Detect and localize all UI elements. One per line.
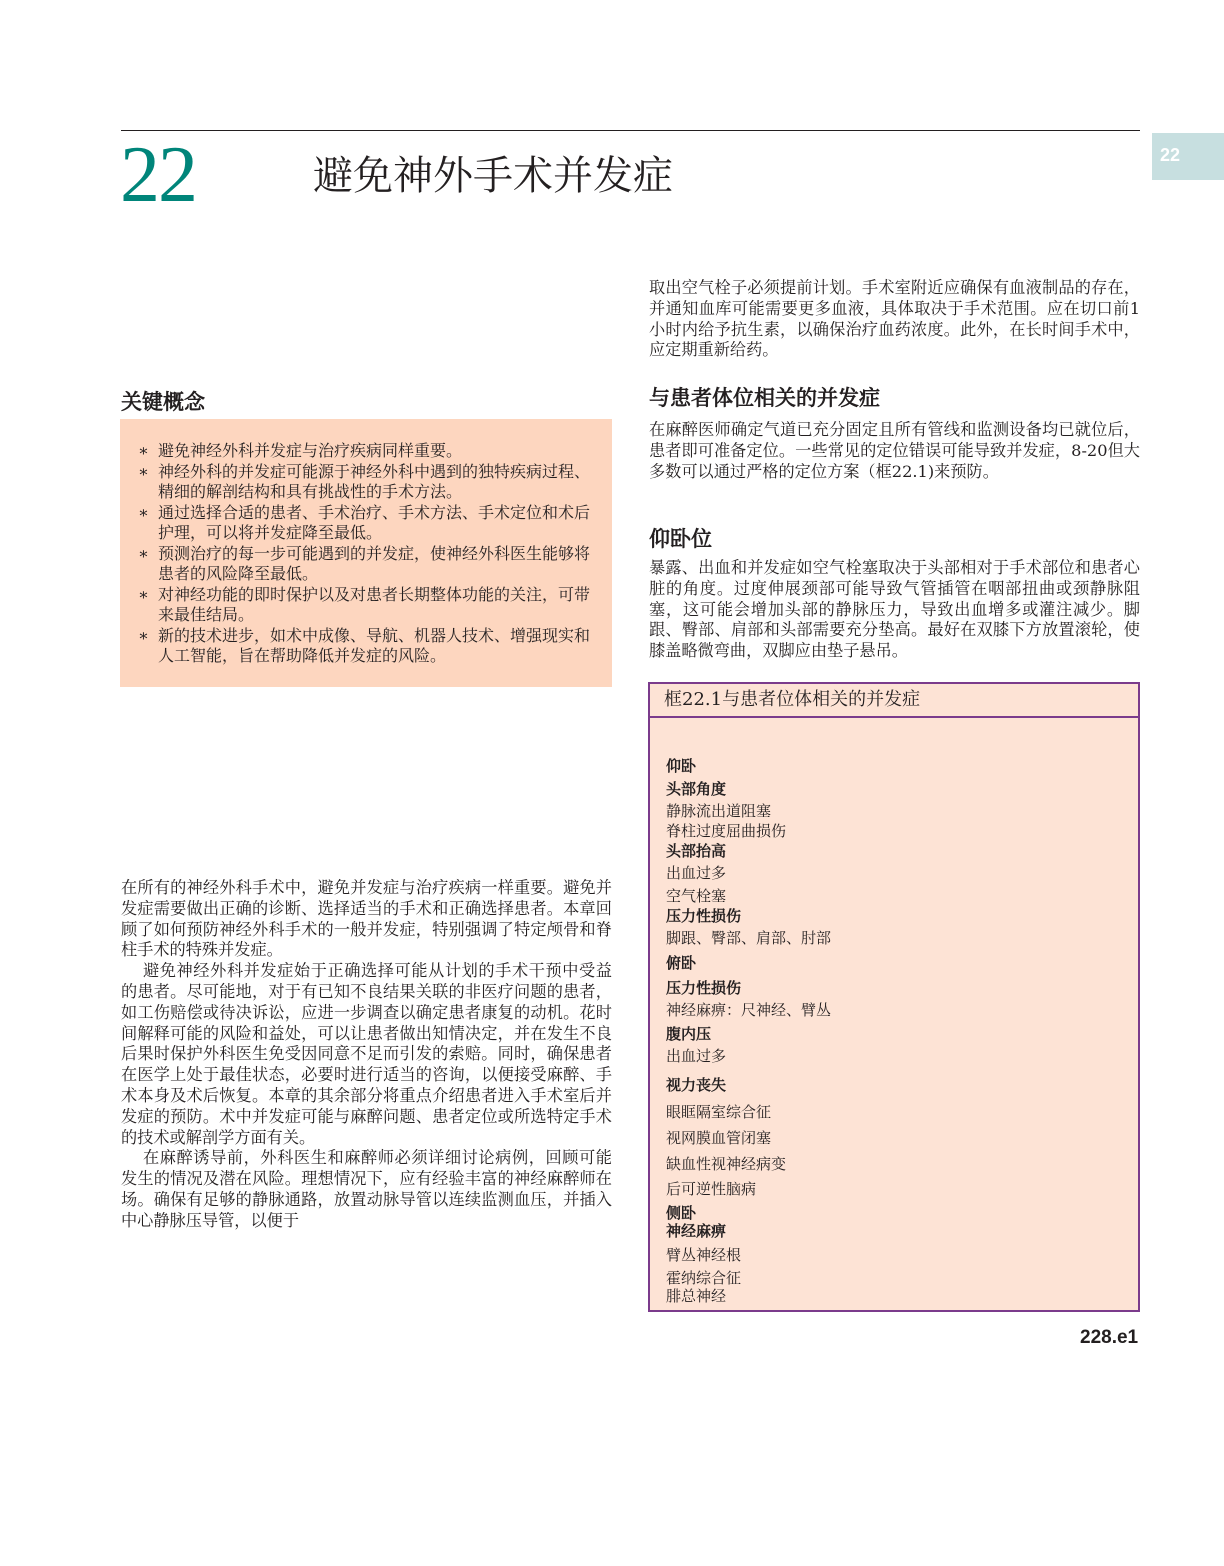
asterisk-bullet-icon: ∗	[138, 441, 149, 460]
box-line: 出血过多	[666, 864, 727, 882]
key-concept-item: ∗ 对神经功能的即时保护以及对患者长期整体功能的关注，可带来最佳结局。	[138, 584, 591, 624]
section-supine-text: 暴露、出血和并发症如空气栓塞取决于头部相对于手术部位和患者心脏的角度。过度伸展颈部可能导致气管插管在咽部扭曲或颈静脉阻塞，这可能会增加头部的静脉压力，导致出血增多或灌注减少。脚跟、臀部、肩部和头部需要充分垫高。最好在双膝下方放置滚轮，使膝盖略微弯曲，双脚应由垫子悬吊。	[649, 558, 1140, 661]
chapter-thumb-tab	[1152, 133, 1224, 180]
key-concepts-box	[120, 419, 612, 687]
asterisk-bullet-icon: ∗	[138, 625, 149, 645]
key-concept-item: ∗ 通过选择合适的患者、手术治疗、手术方法、手术定位和术后护理，可以将并发症降至最低。	[138, 502, 591, 542]
box-line: 腓总神经	[666, 1287, 727, 1305]
key-concept-item: ∗ 预测治疗的每一步可能遇到的并发症，使神经外科医生能够将患者的风险降至最低。	[138, 543, 591, 583]
box-line-heading: 仰卧	[666, 757, 697, 775]
box-line-heading: 头部抬高	[666, 842, 727, 860]
box-line: 霍纳综合征	[666, 1269, 742, 1287]
key-concepts-list	[136, 441, 604, 667]
box-line: 缺血性视神经病变	[666, 1155, 787, 1173]
chapter-title: 避免神外手术并发症	[313, 153, 673, 199]
box-line: 脊柱过度屈曲损伤	[666, 822, 787, 840]
box-title: 框22.1与患者位体相关的并发症	[664, 689, 921, 710]
section-positioning-text: 在麻醉医师确定气道已充分固定且所有管线和监测设备均已就位后，患者即可准备定位。一些常见的定位错误可能导致并发症，8-20但大多数可以通过严格的定位方案（框22.1)来预防。	[649, 420, 1140, 481]
box-line: 后可逆性脑病	[666, 1180, 757, 1198]
body-paragraph: 在麻醉诱导前，外科医生和麻醉师必须详细讨论病例，回顾可能发生的情况及潜在风险。理想情况下，应有经验丰富的神经麻醉师在场。确保有足够的静脉通路，放置动脉导管以连续监测血压，并插入中心静脉压导管，以便于	[121, 1148, 612, 1230]
box-line: 静脉流出道阻塞	[666, 802, 772, 820]
box-line-heading: 压力性损伤	[666, 979, 742, 997]
asterisk-bullet-icon: ∗	[138, 461, 149, 481]
box-line-heading: 压力性损伤	[666, 907, 742, 925]
box-line: 空气栓塞	[666, 887, 727, 905]
box-line-heading: 侧卧	[666, 1204, 697, 1222]
body-paragraph: 避免神经外科并发症始于正确选择可能从计划的手术干预中受益的患者。尽可能地，对于有已知不良结果关联的非医疗问题的患者，如工伤赔偿或待决诉讼，应进一步调查以确定患者康复的动机。花时间解释可能的风险和益处，可以让患者做出知情决定，并在发生不良后果时保护外科医生免受因同意不足而引发的索赔。同时，确保患者在医学上处于最佳状态，必要时进行适当的咨询，以便接受麻醉、手术本身及术后恢复。本章的其余部分将重点介绍患者进入手术室后并发症的预防。术中并发症可能与麻醉问题、患者定位或所选特定手术的技术或解剖学方面有关。	[121, 961, 612, 1147]
key-concept-item: ∗ 新的技术进步，如术中成像、导航、机器人技术、增强现实和人工智能，旨在帮助降低并发症的风险。	[138, 625, 591, 665]
box-line-heading: 视力丧失	[666, 1076, 727, 1094]
box-line-heading: 腹内压	[666, 1025, 712, 1043]
box-line: 眼眶隔室综合征	[666, 1103, 772, 1121]
page-number: 228.e1	[1080, 1327, 1139, 1348]
key-concept-item: ∗ 避免神经外科并发症与治疗疾病同样重要。	[138, 441, 463, 460]
box-line: 出血过多	[666, 1047, 727, 1065]
body-paragraph: 在所有的神经外科手术中，避免并发症与治疗疾病一样重要。避免并发症需要做出正确的诊断、选择适当的手术和正确选择患者。本章回顾了如何预防神经外科手术的一般并发症，特别强调了特定颅骨和脊柱手术的特殊并发症。	[121, 878, 612, 960]
thumb-tab-label: 22	[1160, 145, 1181, 165]
box-line-heading: 俯卧	[666, 954, 697, 972]
key-concepts-heading: 关键概念	[121, 389, 205, 414]
box-line-heading: 神经麻痹	[666, 1222, 727, 1240]
chapter-number: 22	[120, 131, 196, 219]
section-heading-positioning: 与患者体位相关的并发症	[649, 385, 880, 410]
box-line-heading: 头部角度	[666, 780, 727, 798]
asterisk-bullet-icon: ∗	[138, 543, 149, 563]
asterisk-bullet-icon: ∗	[138, 502, 149, 522]
box-line: 神经麻痹：尺神经、臂丛	[666, 1001, 832, 1019]
box-title-bar	[650, 684, 1138, 718]
box-22-1	[648, 682, 1140, 1312]
left-body-text	[121, 878, 612, 1232]
box-line: 臂丛神经根	[666, 1246, 742, 1264]
key-concept-item: ∗ 神经外科的并发症可能源于神经外科中遇到的独特疾病过程、精细的解剖结构和具有挑战性的手术方法。	[138, 461, 591, 501]
box-line: 脚跟、臀部、肩部、肘部	[666, 929, 832, 947]
header-rule	[121, 130, 1140, 131]
box-line: 视网膜血管闭塞	[666, 1129, 772, 1147]
section-heading-supine: 仰卧位	[649, 526, 712, 551]
right-intro-paragraph: 取出空气栓子必须提前计划。手术室附近应确保有血液制品的存在，并通知血库可能需要更多血液，具体取决于手术范围。应在切口前1小时内给予抗生素，以确保治疗血药浓度。此外，在长时间手术中，应定期重新给药。	[649, 278, 1140, 360]
asterisk-bullet-icon: ∗	[138, 584, 149, 604]
